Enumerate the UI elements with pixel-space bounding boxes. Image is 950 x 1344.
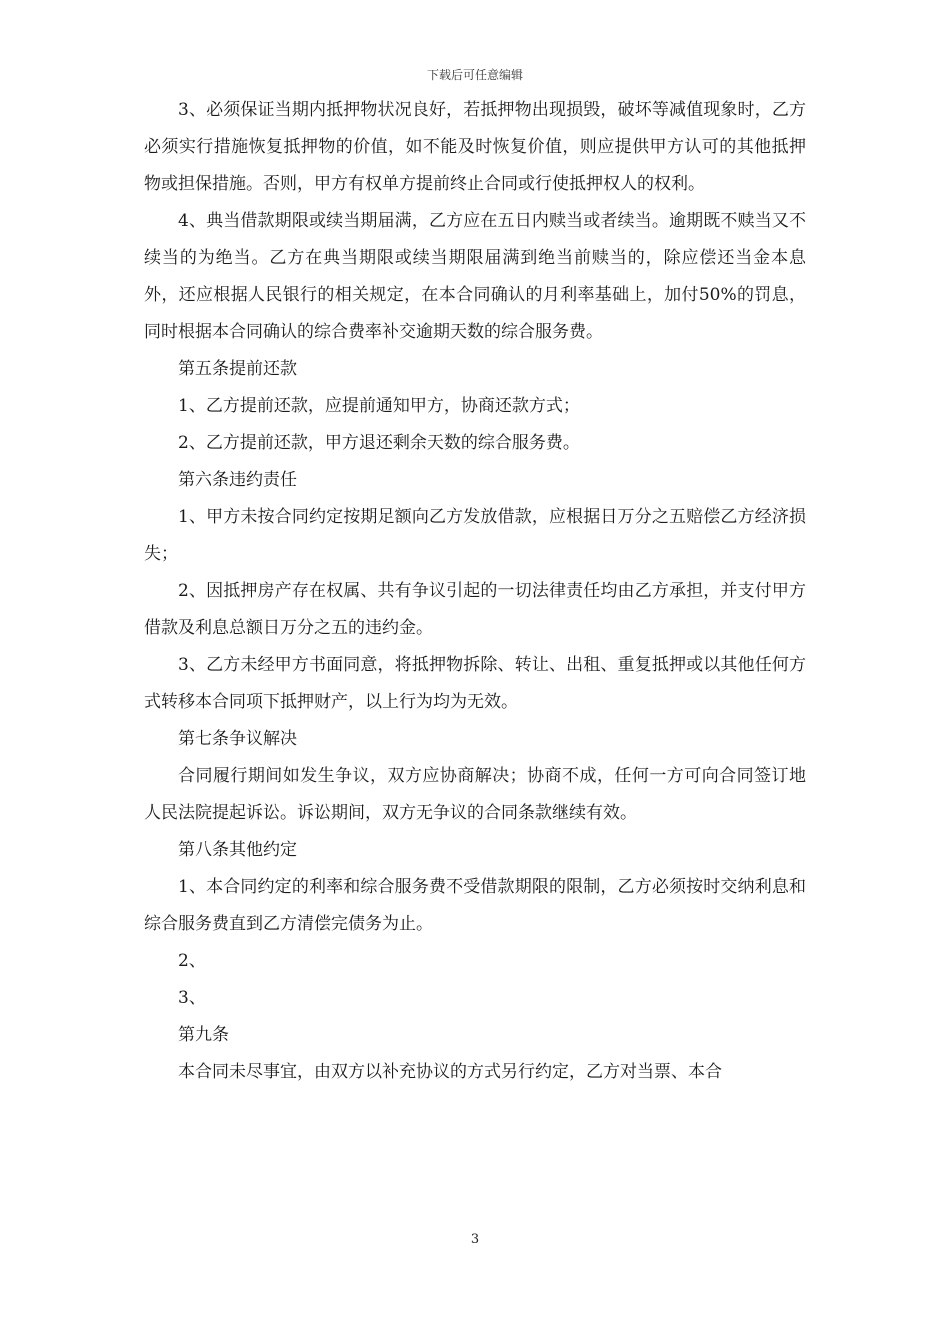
article-6-item-2: 2、因抵押房产存在权属、共有争议引起的一切法律责任均由乙方承担，并支付甲方借款及利息总额日万分之五的违约金。 <box>144 581 806 638</box>
article-8-item-2: 2、 <box>178 951 206 971</box>
article-8-item-3: 3、 <box>178 988 206 1008</box>
article-8-heading: 第八条其他约定 <box>178 840 297 860</box>
article-5-item-1: 1、乙方提前还款，应提前通知甲方，协商还款方式； <box>178 396 580 416</box>
article-5-item-2: 2、乙方提前还款，甲方退还剩余天数的综合服务费。 <box>178 433 580 453</box>
clause-4-item-4: 4、典当借款期限或续当期届满，乙方应在五日内赎当或者续当。逾期既不赎当又不续当的为绝当。乙方在典当期限或续当期限届满到绝当前赎当的，除应偿还当金本息外，还应根据人民银行的相关规定，在本合同确认的月利率基础上，加付50%的罚息，同时根据本合同确认的综合费率补交逾期天数的综合服务费。 <box>144 211 806 342</box>
article-7-heading: 第七条争议解决 <box>178 729 297 749</box>
article-6-item-1: 1、甲方未按合同约定按期足额向乙方发放借款，应根据日万分之五赔偿乙方经济损失； <box>144 507 806 564</box>
article-7-body: 合同履行期间如发生争议，双方应协商解决；协商不成，任何一方可向合同签订地人民法院提起诉讼。诉讼期间，双方无争议的合同条款继续有效。 <box>144 766 806 823</box>
article-8-item-1: 1、本合同约定的利率和综合服务费不受借款期限的限制，乙方必须按时交纳利息和综合服务费直到乙方清偿完债务为止。 <box>144 877 806 934</box>
article-6-item-3: 3、乙方未经甲方书面同意，将抵押物拆除、转让、出租、重复抵押或以其他任何方式转移本合同项下抵押财产，以上行为均为无效。 <box>144 655 806 712</box>
document-body <box>144 92 806 1091</box>
article-9-heading: 第九条 <box>178 1025 229 1045</box>
page-number: 3 <box>470 1232 480 1247</box>
article-5-heading: 第五条提前还款 <box>178 359 297 379</box>
article-9-body: 本合同未尽事宜，由双方以补充协议的方式另行约定，乙方对当票、本合 <box>178 1062 722 1082</box>
page-header-note: 下载后可任意编辑 <box>426 68 523 82</box>
clause-4-item-3: 3、必须保证当期内抵押物状况良好，若抵押物出现损毁，破坏等减值现象时，乙方必须实行措施恢复抵押物的价值，如不能及时恢复价值，则应提供甲方认可的其他抵押物或担保措施。否则，甲方有权单方提前终止合同或行使抵押权人的权利。 <box>144 100 806 194</box>
article-6-heading: 第六条违约责任 <box>178 470 297 490</box>
